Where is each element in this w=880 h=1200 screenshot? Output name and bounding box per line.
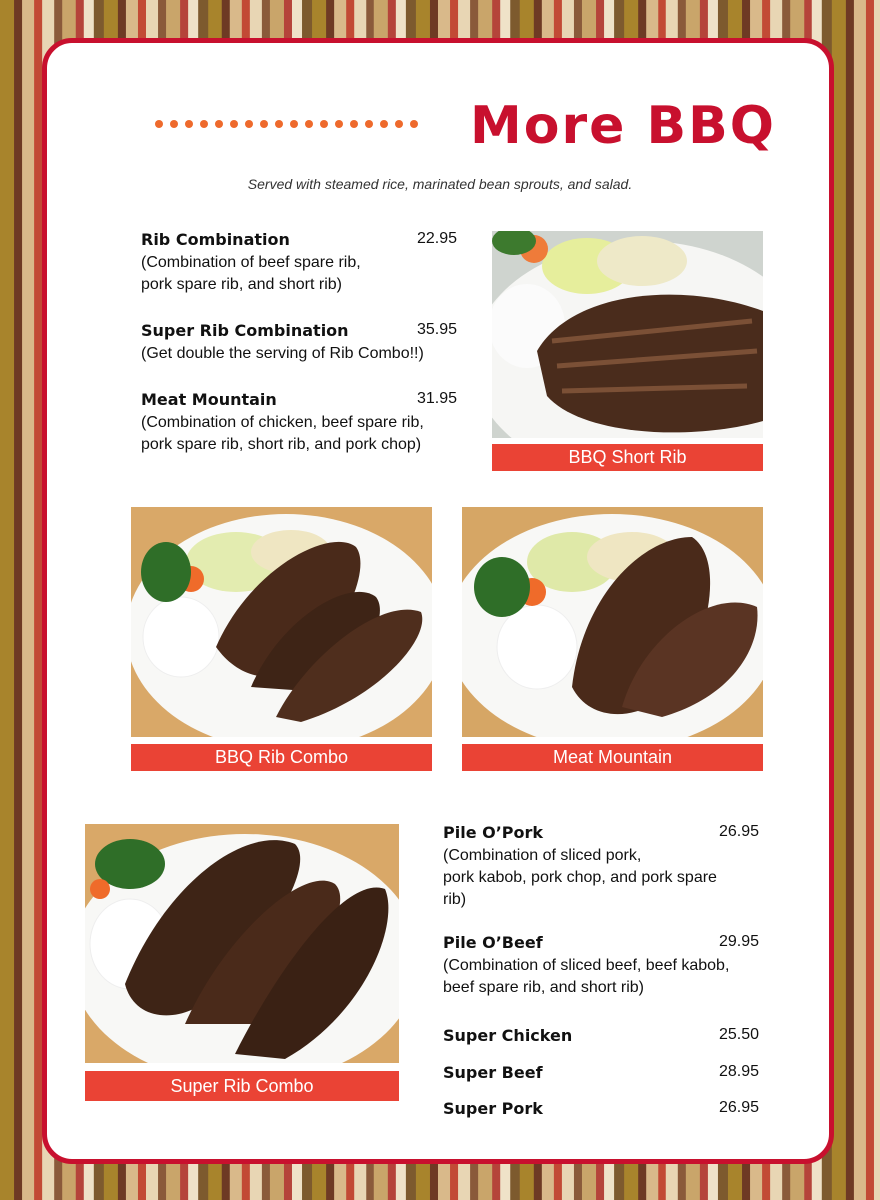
item-price: 31.95 [417,390,458,407]
rib-combo-photo [131,507,432,737]
menu-item-super-rib-combination [141,321,471,371]
short-rib-caption: BBQ Short Rib [492,444,763,471]
item-name: Pile O’Beef [443,933,543,952]
item-description: (Combination of chicken, beef spare rib, pork spare rib, short rib, and pork chop) [141,414,424,453]
menu-item-pile-o-beef [443,933,773,1003]
item-price: 22.95 [417,230,458,247]
item-description: (Get double the serving of Rib Combo!!) [141,345,424,362]
item-price: 29.95 [719,933,760,950]
menu-item-super-beef [443,1063,773,1087]
item-price: 25.50 [719,1026,760,1043]
item-description: (Combination of sliced pork, pork kabob, pork chop, and pork spare rib) [443,847,717,908]
item-price: 35.95 [417,321,458,338]
item-name: Rib Combination [141,230,290,249]
item-name: Super Pork [443,1099,543,1118]
menu-item-super-pork [443,1099,773,1123]
page-title: More BBQ [470,96,776,156]
item-price: 26.95 [719,823,760,840]
item-name: Pile O’Pork [443,823,544,842]
item-description: (Combination of sliced beef, beef kabob, beef spare rib, and short rib) [443,957,730,996]
menu-item-meat-mountain [141,390,471,460]
item-description: (Combination of beef spare rib, pork spare rib, and short rib) [141,254,361,293]
meat-mountain-caption: Meat Mountain [462,744,763,771]
short-rib-photo [492,231,763,438]
item-name: Super Chicken [443,1026,573,1045]
item-name: Super Rib Combination [141,321,349,340]
super-rib-photo [85,824,399,1063]
menu-item-rib-combination [141,230,461,300]
rib-combo-caption: BBQ Rib Combo [131,744,432,771]
menu-item-pile-o-pork [443,823,773,913]
item-price: 28.95 [719,1063,760,1080]
decorative-dots [155,120,418,134]
page-subtitle: Served with steamed rice, marinated bean sprouts, and salad. [247,176,633,192]
super-rib-caption: Super Rib Combo [85,1071,399,1101]
item-price: 26.95 [719,1099,760,1116]
item-name: Super Beef [443,1063,543,1082]
menu-item-super-chicken [443,1026,773,1050]
meat-mountain-photo [462,507,763,737]
item-name: Meat Mountain [141,390,277,409]
